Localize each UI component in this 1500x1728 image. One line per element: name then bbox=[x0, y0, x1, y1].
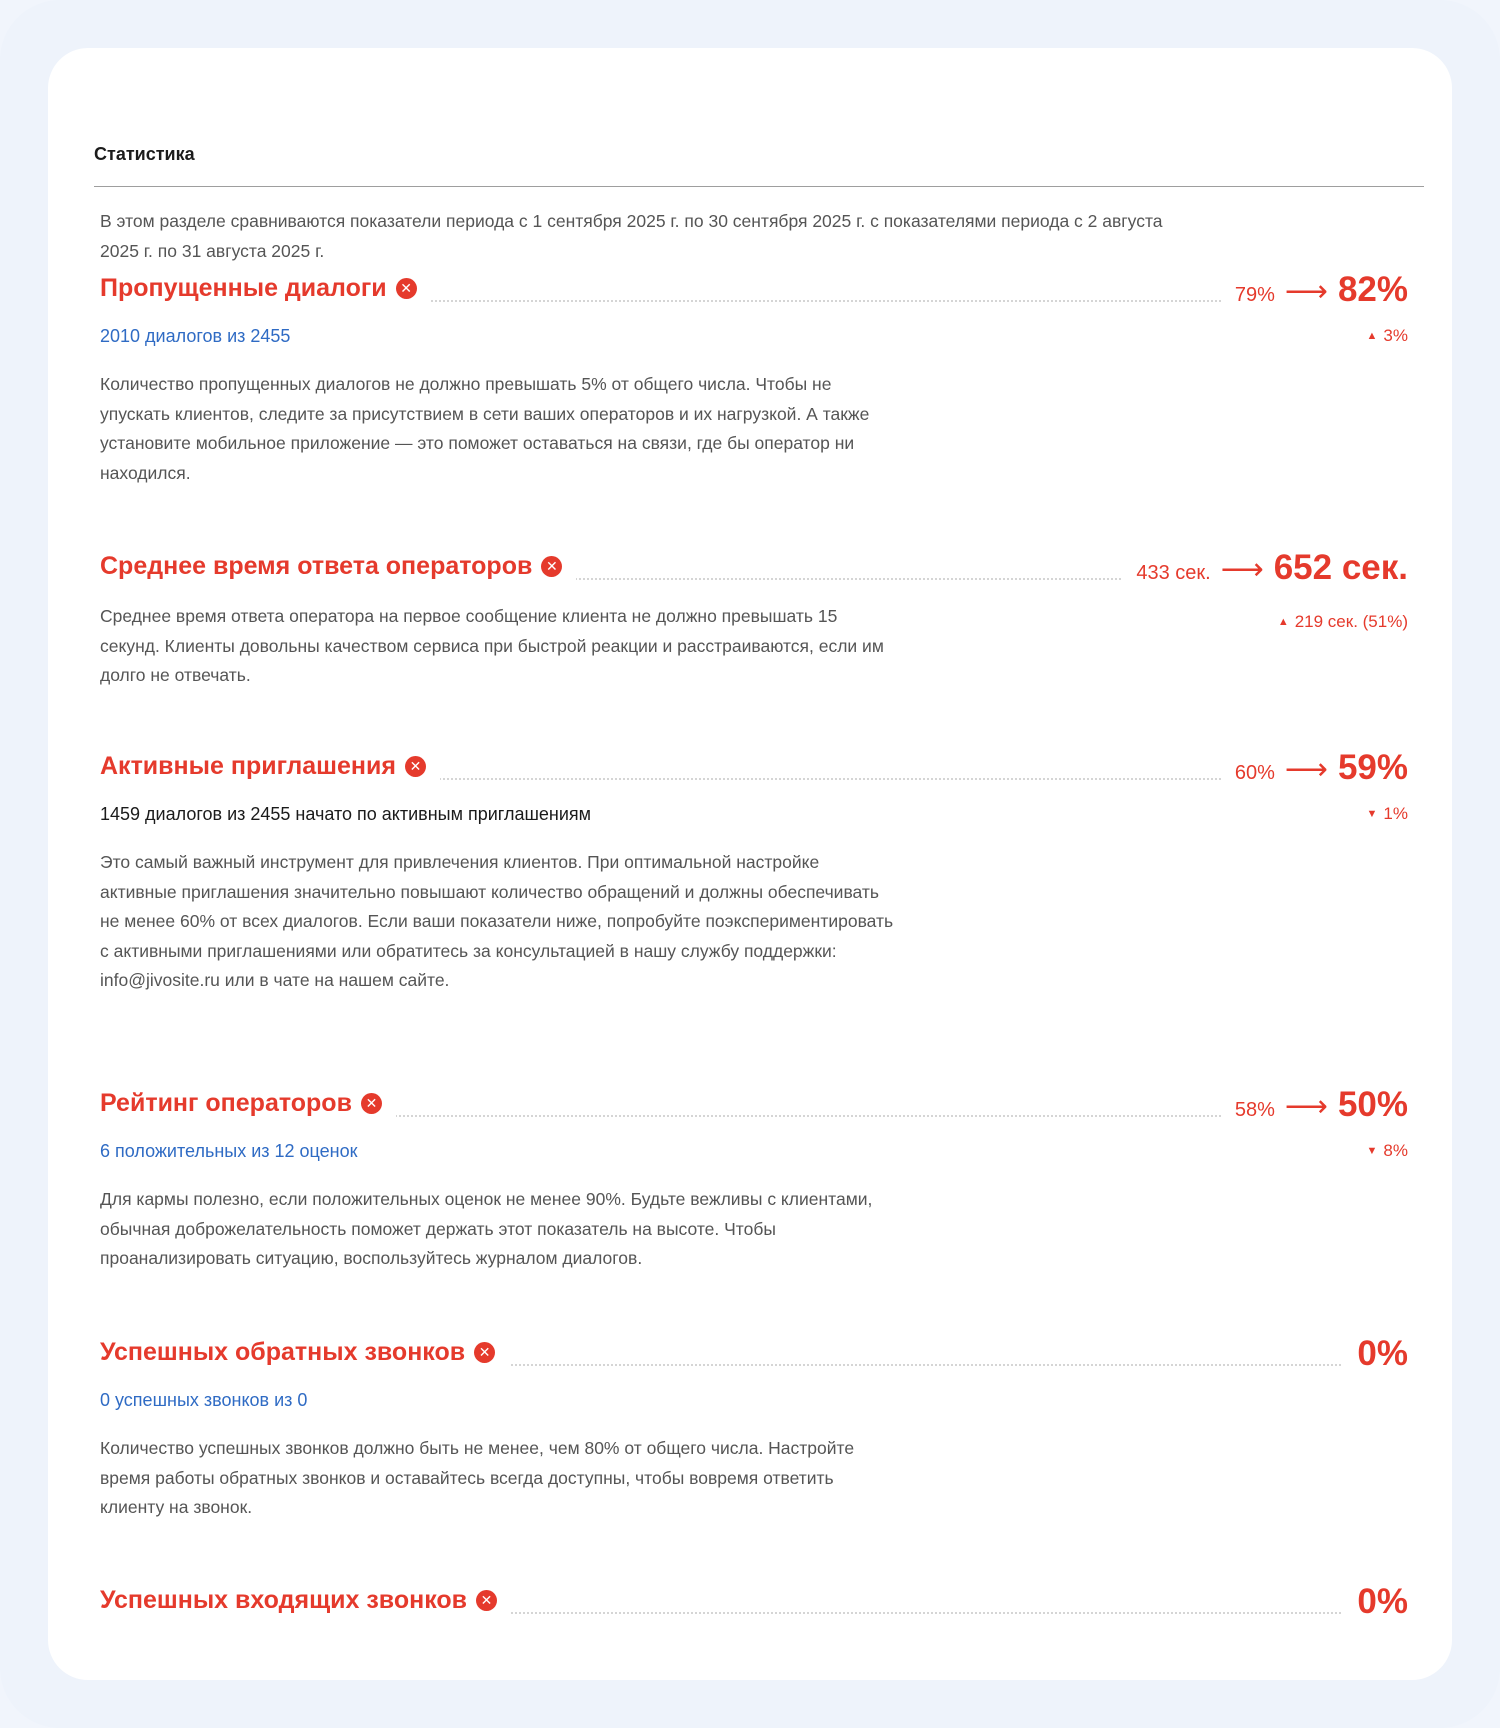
arrow-right-icon: ⟶ bbox=[1284, 1090, 1328, 1123]
metric-description: Среднее время ответа оператора на первое сообщение клиента не должно превышать 15 секунд. Клиенты довольны качеством сервиса при быстрой реакции и расстраиваются, если им долго не отвечать. bbox=[100, 606, 884, 685]
triangle-down-icon: ▼ bbox=[1366, 1145, 1378, 1157]
current-value: 82% bbox=[1337, 270, 1408, 309]
close-circle-icon: ✕ bbox=[474, 1342, 495, 1363]
metric-description: Это самый важный инструмент для привлечения клиентов. При оптимальной настройке активные приглашения значительно повышают количество обращений и должны обеспечивать не менее 60% от всех диалогов. Если ваши показатели ниже, попробуйте поэкспериментировать с активными приглашениями или обратитесь за консультацией в нашу службу поддержки: info@jivosite.ru или в чате на нашем сайте. bbox=[100, 852, 894, 990]
title-divider bbox=[94, 186, 1424, 187]
arrow-right-icon: ⟶ bbox=[1220, 553, 1264, 586]
close-circle-icon: ✕ bbox=[405, 756, 426, 777]
close-circle-icon: ✕ bbox=[476, 1590, 497, 1611]
metric-title: Успешных обратных звонков bbox=[100, 1338, 466, 1366]
arrow-right-icon: ⟶ bbox=[1284, 753, 1328, 786]
close-circle-icon: ✕ bbox=[361, 1093, 382, 1114]
page-title: Статистика bbox=[94, 144, 195, 164]
previous-value: 58% bbox=[1234, 1099, 1275, 1121]
current-value: 50% bbox=[1337, 1085, 1408, 1124]
metric-callbacks bbox=[100, 1334, 1408, 1523]
metric-title: Среднее время ответа операторов bbox=[100, 552, 533, 580]
current-value: 59% bbox=[1337, 748, 1408, 787]
metric-missed-dialogs bbox=[100, 270, 1408, 488]
previous-value: 79% bbox=[1234, 284, 1275, 306]
arrow-right-icon: ⟶ bbox=[1284, 275, 1328, 308]
previous-value: 60% bbox=[1234, 762, 1275, 784]
metric-subtitle[interactable]: 2010 диалогов из 2455 bbox=[100, 326, 291, 346]
delta-badge: ▼ 1% bbox=[1366, 804, 1408, 823]
triangle-down-icon: ▼ bbox=[1366, 808, 1378, 820]
metric-description: Количество пропущенных диалогов не должно превышать 5% от общего числа. Чтобы не упускать клиентов, следите за присутствием в сети ваших операторов и их нагрузкой. А также установите мобильное приложение — это поможет оставаться на связи, где бы оператор ни находился. bbox=[100, 374, 870, 483]
metric-title: Успешных входящих звонков bbox=[100, 1586, 468, 1614]
metric-subtitle: 1459 диалогов из 2455 начато по активным приглашениям bbox=[100, 804, 592, 824]
metric-description: Количество успешных звонков должно быть не менее, чем 80% от общего числа. Настройте время работы обратных звонков и оставайтесь всегда доступны, чтобы вовремя ответить клиенту на звонок. bbox=[100, 1438, 855, 1517]
metric-title: Пропущенные диалоги bbox=[100, 274, 387, 302]
metric-subtitle[interactable]: 6 положительных из 12 оценок bbox=[100, 1141, 358, 1161]
current-value: 652 сек. bbox=[1273, 548, 1408, 587]
previous-value: 433 сек. bbox=[1136, 562, 1211, 584]
metric-title: Рейтинг операторов bbox=[100, 1089, 352, 1117]
metric-incoming-calls bbox=[100, 1582, 1408, 1626]
intro-text: В этом разделе сравниваются показатели периода с 1 сентября 2025 г. по 30 сентября 2025 г. с показателями периода с 2 августа 2025 г. по 31 августа 2025 г. bbox=[100, 211, 1163, 261]
delta-badge: ▲ 3% bbox=[1366, 326, 1408, 345]
metric-subtitle[interactable]: 0 успешных звонков из 0 bbox=[100, 1390, 308, 1410]
triangle-up-icon: ▲ bbox=[1277, 616, 1289, 628]
metric-avg-response-time bbox=[100, 548, 1408, 691]
current-value: 0% bbox=[1357, 1582, 1408, 1621]
metric-description: Для кармы полезно, если положительных оценок не менее 90%. Будьте вежливы с клиентами, обычная доброжелательность поможет держать этот показатель на высоте. Чтобы проанализировать ситуацию, воспользуйтесь журналом диалогов. bbox=[100, 1189, 873, 1268]
metric-active-invitations bbox=[100, 748, 1408, 996]
delta-badge: ▲ 219 сек. (51%) bbox=[1277, 612, 1408, 631]
metric-operator-rating bbox=[100, 1085, 1408, 1274]
delta-badge: ▼ 8% bbox=[1366, 1141, 1408, 1160]
close-circle-icon: ✕ bbox=[541, 556, 562, 577]
close-circle-icon: ✕ bbox=[396, 278, 417, 299]
statistics-card bbox=[48, 48, 1452, 1680]
metric-title: Активные приглашения bbox=[100, 752, 396, 780]
triangle-up-icon: ▲ bbox=[1366, 330, 1378, 342]
current-value: 0% bbox=[1357, 1334, 1408, 1373]
